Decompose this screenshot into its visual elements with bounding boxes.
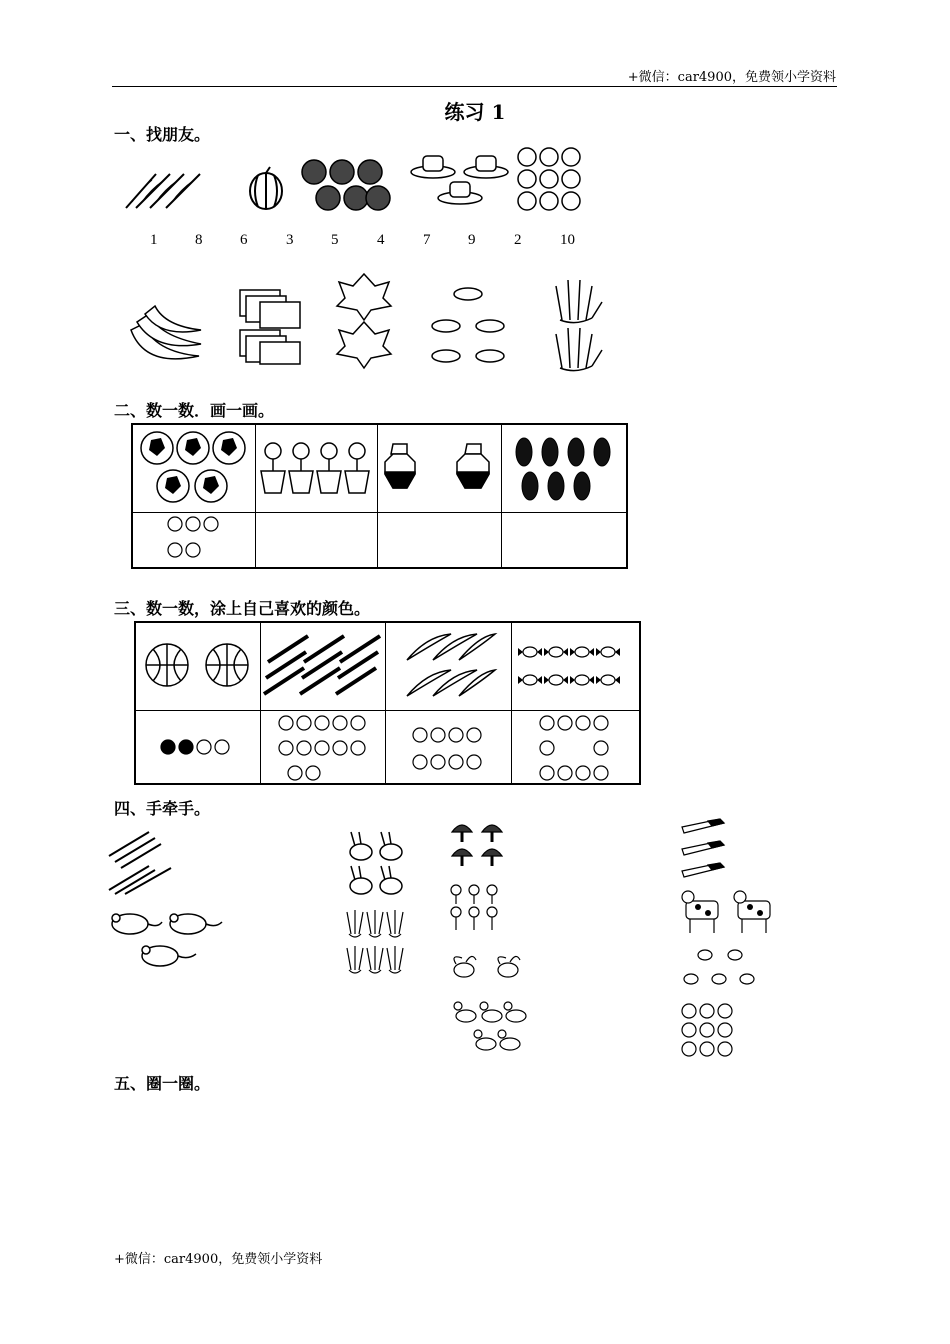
s2-col-line-3	[501, 423, 502, 567]
page-title: 练习 1	[444, 100, 506, 124]
header-note: +微信：car4900，免费领小学资料	[627, 70, 836, 85]
s1-watermelon-illustration	[246, 165, 286, 211]
s4-flowers-illustration	[448, 884, 504, 936]
s2-col-line-1	[255, 423, 256, 567]
s2-example-circles	[165, 515, 225, 560]
s3-sticks-illustration	[264, 632, 382, 698]
s1-ants-illustration	[430, 280, 520, 370]
s3-table-divider	[134, 710, 639, 711]
s4-arrows-illustration	[105, 828, 177, 896]
s1-number-4: 3	[286, 232, 294, 248]
s4-bees-illustration	[450, 952, 528, 982]
s1-cards-illustration	[238, 288, 308, 368]
s1-number-9: 2	[514, 232, 522, 248]
s2-bottles-illustration	[379, 440, 499, 495]
s2-soccer-balls-illustration	[137, 430, 252, 506]
s1-flowers-illustration	[515, 145, 587, 215]
s4-circles-illustration	[680, 1002, 740, 1058]
s1-balls-illustration	[300, 158, 390, 214]
s4-carrots-illustration	[680, 815, 728, 877]
s3-col-line-2	[385, 621, 386, 783]
s3-circles-fish	[411, 726, 487, 772]
footer-note: +微信：car4900，免费领小学资料	[114, 1252, 323, 1267]
s4-mice-illustration	[108, 908, 226, 974]
s1-number-5: 5	[331, 232, 339, 248]
s1-number-7: 7	[423, 232, 431, 248]
s2-gourds-illustration	[510, 430, 615, 506]
s3-candies-illustration	[516, 642, 631, 692]
s4-mushrooms-illustration	[448, 820, 510, 872]
s1-number-1: 1	[150, 232, 158, 248]
s2-table-divider	[131, 512, 626, 513]
s2-col-line-2	[377, 423, 378, 567]
s1-hands-illustration	[552, 276, 604, 374]
s4-goats-illustration	[680, 885, 780, 937]
s3-col-line-3	[511, 621, 512, 783]
s3-fish-illustration	[403, 630, 498, 702]
s4-hands-illustration	[345, 908, 413, 976]
section-5-heading: 五、圈一圈。	[114, 1074, 211, 1093]
s3-circles-sticks	[277, 714, 372, 780]
section-4-heading: 四、手牵手。	[114, 799, 211, 818]
s1-number-3: 6	[240, 232, 248, 248]
s2-flowerpots-illustration	[259, 437, 377, 497]
s1-number-8: 9	[468, 232, 476, 248]
s3-circles-candy	[538, 714, 614, 780]
section-2-heading: 二、数一数．画一画。	[114, 401, 275, 420]
s1-number-6: 4	[377, 232, 385, 248]
s1-number-10: 10	[560, 232, 575, 248]
s1-leaves-illustration	[335, 270, 393, 370]
s3-basketballs-illustration	[145, 641, 251, 689]
s3-col-line-1	[260, 621, 261, 783]
header-rule	[112, 86, 837, 87]
s1-number-2: 8	[195, 232, 203, 248]
s4-ducks-illustration	[450, 998, 528, 1058]
s1-bananas-illustration	[125, 300, 205, 370]
section-1-heading: 一、找朋友。	[114, 125, 211, 144]
s1-feathers-illustration	[122, 168, 234, 216]
s4-eggs-illustration	[683, 945, 755, 989]
s3-circles-basketball	[160, 738, 235, 756]
section-3-heading: 三、数一数，涂上自己喜欢的颜色。	[114, 599, 371, 618]
s4-rabbits-illustration	[345, 830, 407, 896]
s1-hats-illustration	[408, 150, 513, 212]
